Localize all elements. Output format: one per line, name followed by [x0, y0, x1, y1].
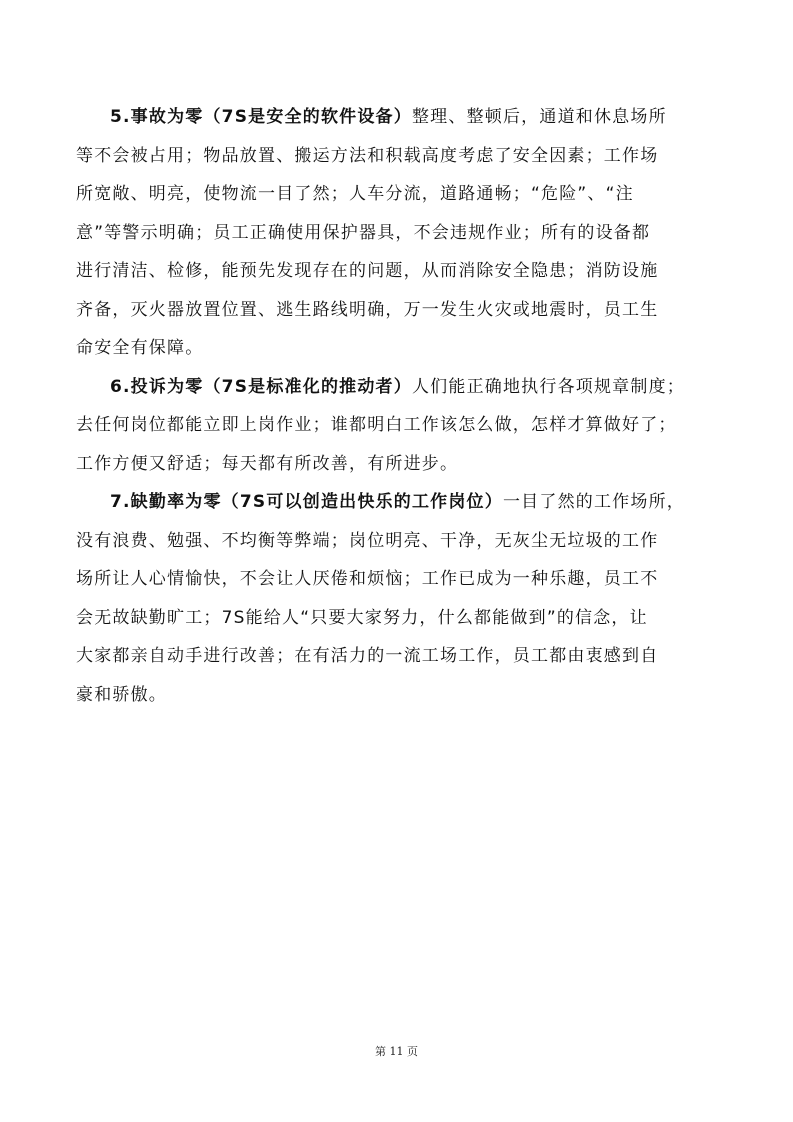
document-body — [76, 98, 724, 714]
paragraph-line: 会无故缺勤旷工；7S能给人“只要大家努力，什么都能做到”的信念，让 — [76, 607, 648, 628]
paragraph-line: 进行清洁、检修，能预先发现存在的问题，从而消除安全隐患；消防设施 — [76, 261, 659, 281]
paragraph-heading: 7.缺勤率为零（7S可以创造出快乐的工作岗位） — [110, 492, 503, 512]
paragraph-line: 场所让人心情愉快，不会让人厌倦和烦恼；工作已成为一种乐趣，员工不 — [76, 569, 659, 589]
paragraph-zero-absence — [76, 483, 724, 714]
paragraph-line: 命安全有保障。 — [76, 338, 204, 358]
paragraph-line: 齐备，灭火器放置位置、逃生路线明确，万一发生火灾或地震时，员工生 — [76, 299, 659, 320]
paragraph-text: 人们能正确地执行各项规章制度； — [411, 376, 685, 397]
paragraph-line — [76, 368, 724, 407]
paragraph-text: 一目了然的工作场所， — [502, 492, 685, 512]
paragraph-line: 没有浪费、勉强、不均衡等弊端；岗位明亮、干净，无灰尘无垃圾的工作 — [76, 530, 659, 551]
paragraph-zero-accidents — [76, 98, 724, 368]
paragraph-heading: 5.事故为零（7S是安全的软件设备） — [110, 107, 412, 127]
paragraph-zero-complaints — [76, 368, 724, 484]
paragraph-heading: 6.投诉为零（7S是标准化的推动者） — [110, 376, 412, 397]
paragraph-line — [76, 98, 724, 137]
paragraph-line: 去任何岗位都能立即上岗作业；谁都明白工作该怎么做，怎样才算做好了； — [76, 415, 677, 435]
paragraph-line — [76, 483, 724, 522]
page-number-footer: 第 11 页 — [375, 1045, 418, 1058]
paragraph-line: 工作方便又舒适；每天都有所改善，有所进步。 — [76, 453, 459, 474]
paragraph-line: 等不会被占用；物品放置、搬运方法和积载高度考虑了安全因素；工作场 — [76, 145, 659, 166]
paragraph-text: 整理、整顿后，通道和休息场所 — [411, 107, 667, 127]
paragraph-line: 豪和骄傲。 — [76, 684, 167, 705]
paragraph-line: 大家都亲自动手进行改善；在有活力的一流工场工作，员工都由衷感到自 — [76, 646, 659, 666]
paragraph-line: 所宽敞、明亮，使物流一目了然；人车分流，道路通畅；“危险”、“注 — [76, 184, 634, 204]
paragraph-line: 意”等警示明确；员工正确使用保护器具，不会违规作业；所有的设备都 — [76, 222, 651, 243]
